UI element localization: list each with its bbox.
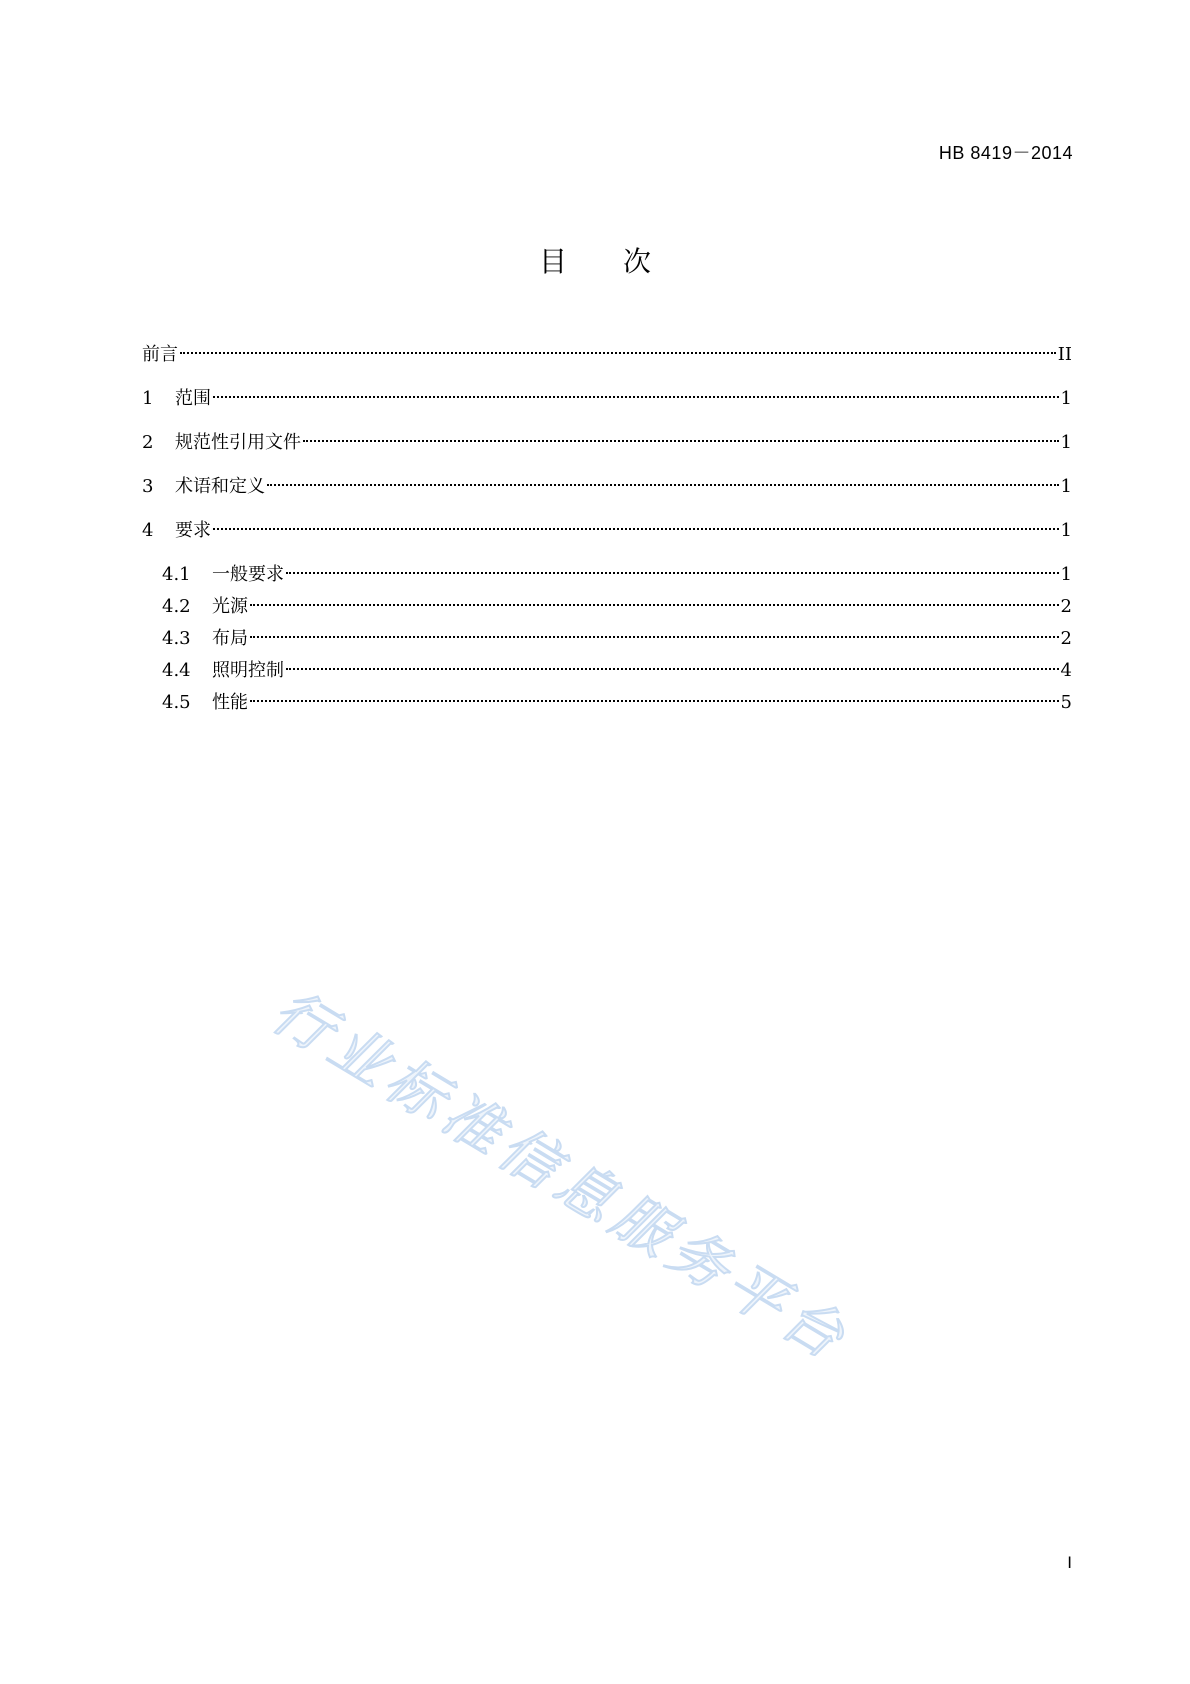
- toc-entry-page: 2: [1060, 628, 1072, 649]
- toc-entry-label: 布局: [212, 628, 248, 649]
- toc-entry-page: 1: [1060, 520, 1072, 541]
- dot-leader: [250, 700, 1059, 702]
- watermark-graphic: [259, 970, 900, 1399]
- dot-leader: [286, 668, 1059, 670]
- toc-entry-label: 前言: [142, 344, 178, 365]
- toc-entry-number: 4.1: [162, 564, 191, 585]
- toc-entry-page: 4: [1060, 660, 1072, 681]
- toc-entry-number: 3: [142, 476, 154, 497]
- toc-entry-label: 规范性引用文件: [175, 432, 301, 453]
- toc-entry-number: 2: [142, 432, 154, 453]
- toc-entry-2[interactable]: [142, 431, 1072, 455]
- toc-entry-3[interactable]: [142, 475, 1072, 499]
- dot-leader: [250, 604, 1059, 606]
- toc-entry-number: 1: [142, 388, 154, 409]
- toc-entry-label: 照明控制: [212, 660, 284, 681]
- watermark: [259, 970, 900, 1399]
- toc-entry-label: 光源: [212, 596, 248, 617]
- toc-entry-page: 5: [1060, 692, 1072, 713]
- watermark-text: 行业标准信息服务平台: [260, 976, 862, 1376]
- document-code: HB 8419－2014: [938, 143, 1073, 163]
- toc-entry-label: 范围: [175, 388, 211, 409]
- toc-entry-number: 4.5: [162, 692, 191, 713]
- toc-title-char-2: 次: [623, 245, 652, 278]
- toc-entry-foreword[interactable]: [142, 343, 1072, 367]
- toc-entry-label: 要求: [175, 520, 211, 541]
- toc-entry-page: 1: [1060, 432, 1072, 453]
- toc-entry-4-1[interactable]: [162, 563, 1072, 587]
- dot-leader: [213, 396, 1059, 398]
- toc-entry-page: 1: [1060, 476, 1072, 497]
- dot-leader: [286, 572, 1059, 574]
- toc-title-char-1: 目: [538, 245, 567, 278]
- toc-entry-page: II: [1057, 344, 1072, 365]
- toc-entry-page: 1: [1060, 388, 1072, 409]
- toc-entry-4-4[interactable]: [162, 659, 1072, 683]
- toc-entry-number: 4.2: [162, 596, 191, 617]
- toc-entry-1[interactable]: [142, 387, 1072, 411]
- dot-leader: [250, 636, 1059, 638]
- toc-entry-4-3[interactable]: [162, 627, 1072, 651]
- toc-entry-label: 一般要求: [212, 564, 284, 585]
- page-number: I: [1067, 1553, 1072, 1572]
- toc-entry-4-5[interactable]: [162, 691, 1072, 715]
- toc-entry-page: 2: [1060, 596, 1072, 617]
- toc-entry-label: 性能: [212, 692, 248, 713]
- toc-entry-number: 4: [142, 520, 154, 541]
- toc-entry-4-2[interactable]: [162, 595, 1072, 619]
- dot-leader: [213, 528, 1059, 530]
- toc-entry-number: 4.3: [162, 628, 191, 649]
- toc-entry-4[interactable]: [142, 519, 1072, 543]
- toc-entry-label: 术语和定义: [175, 476, 265, 497]
- toc-entry-page: 1: [1060, 564, 1072, 585]
- toc-title: [0, 240, 1190, 280]
- dot-leader: [267, 484, 1059, 486]
- dot-leader: [180, 352, 1056, 354]
- toc-entry-number: 4.4: [162, 660, 191, 681]
- dot-leader: [303, 440, 1059, 442]
